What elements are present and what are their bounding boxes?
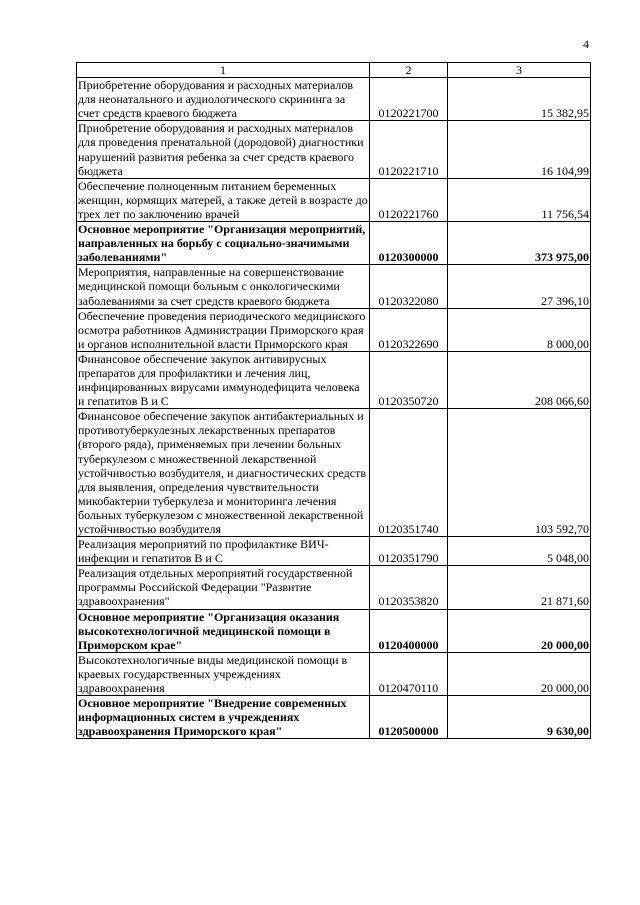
table-row xyxy=(77,652,591,695)
row-amount-cell: 5 048,00 xyxy=(448,537,591,566)
table-row-section xyxy=(77,222,591,265)
row-code-cell: 0120350720 xyxy=(370,351,448,408)
page-number: 4 xyxy=(583,37,589,51)
row-name-cell: Финансовое обеспечение закупок антивирусных препаратов для профилактики и лечения лиц, инфицированных вирусами иммунодефицита человека и гепатитов В и С xyxy=(77,351,370,408)
row-code-cell: 0120221700 xyxy=(370,78,448,121)
row-amount-cell: 8 000,00 xyxy=(448,308,591,351)
table-row xyxy=(77,178,591,221)
header-col-3: 3 xyxy=(448,63,591,78)
table-row-section xyxy=(77,609,591,652)
row-amount-cell: 11 756,54 xyxy=(448,178,591,221)
table-row xyxy=(77,351,591,408)
row-name-cell: Финансовое обеспечение закупок антибактериальных и противотуберкулезных лекарственных препаратов (второго ряда), применяемых при лечении больных туберкулезом с множественной лекарственной устойчивостью возбудителя, и диагностических средств для выявления, определения чувствительности микобактерии туберкулеза и мониторинга лечения больных туберкулезом с множественной лекарственной устойчивостью возбудителя xyxy=(77,409,370,537)
row-code-cell: 0120221710 xyxy=(370,121,448,178)
row-amount-cell: 21 871,60 xyxy=(448,566,591,609)
table-row xyxy=(77,121,591,178)
row-amount-cell: 20 000,00 xyxy=(448,609,591,652)
table-row xyxy=(77,265,591,308)
row-code-cell: 0120353820 xyxy=(370,566,448,609)
row-name-cell: Основное мероприятие "Внедрение современных информационных систем в учреждениях здравоохранения Приморского края" xyxy=(77,696,370,739)
row-amount-cell: 103 592,70 xyxy=(448,409,591,537)
header-col-2: 2 xyxy=(370,63,448,78)
table-row-section xyxy=(77,696,591,739)
table-row xyxy=(77,308,591,351)
row-name-cell: Приобретение оборудования и расходных материалов для неонатального и аудиологического скрининга за счет средств краевого бюджета xyxy=(77,78,370,121)
row-name-cell: Обеспечение полноценным питанием беременных женщин, кормящих матерей, а также детей в возрасте до трех лет по заключению врачей xyxy=(78,178,368,221)
table-row xyxy=(77,566,591,609)
row-amount-cell: 27 396,10 xyxy=(448,265,591,308)
row-amount-cell: 16 104,99 xyxy=(448,121,591,178)
row-code-cell: 0120322690 xyxy=(370,308,448,351)
row-code-cell: 0120221760 xyxy=(370,178,448,221)
row-amount-cell: 9 630,00 xyxy=(448,696,591,739)
row-amount-cell: 20 000,00 xyxy=(448,652,591,695)
row-code-cell: 0120351740 xyxy=(370,409,448,537)
row-code-cell: 0120400000 xyxy=(370,609,448,652)
row-code-cell: 0120351790 xyxy=(370,537,448,566)
row-name-cell: Обеспечение проведения периодического медицинского осмотра работников Администрации Приморского края и органов исполнительной власти Приморского края xyxy=(77,308,370,351)
table-header-row xyxy=(77,63,591,78)
row-name-cell: Высокотехнологичные виды медицинской помощи в краевых государственных учреждениях здравоохранения xyxy=(77,652,370,695)
row-name-cell: Реализация мероприятий по профилактике ВИЧ-инфекции и гепатитов В и С xyxy=(77,537,370,566)
row-amount-cell: 208 066,60 xyxy=(448,351,591,408)
budget-table xyxy=(76,62,591,739)
row-name-cell: Основное мероприятие "Организация мероприятий, направленных на борьбу с социально-значимыми заболеваниями" xyxy=(77,222,370,265)
row-amount-cell: 373 975,00 xyxy=(448,222,591,265)
row-code-cell: 0120500000 xyxy=(370,696,448,739)
row-code-cell: 0120300000 xyxy=(370,222,448,265)
table-row xyxy=(77,409,591,537)
row-code-cell: 0120322080 xyxy=(370,265,448,308)
row-code-cell: 0120470110 xyxy=(370,652,448,695)
row-amount-cell: 15 382,95 xyxy=(448,78,591,121)
header-col-1: 1 xyxy=(77,63,370,78)
row-name-cell: Основное мероприятие "Организация оказания высокотехнологичной медицинской помощи в Приморском крае" xyxy=(77,609,370,652)
table-row xyxy=(77,78,591,121)
row-name-cell: Мероприятия, направленные на совершенствование медицинской помощи больным с онкологическими заболеваниями за счет средств краевого бюджета xyxy=(77,265,370,308)
row-name-cell: Реализация отдельных мероприятий государственной программы Российской Федерации "Развитие здравоохранения" xyxy=(77,566,370,609)
row-name-cell: Приобретение оборудования и расходных материалов для проведения пренатальной (дородовой) диагностики нарушений развития ребенка за счет средств краевого бюджета xyxy=(77,121,370,178)
table-row xyxy=(77,537,591,566)
